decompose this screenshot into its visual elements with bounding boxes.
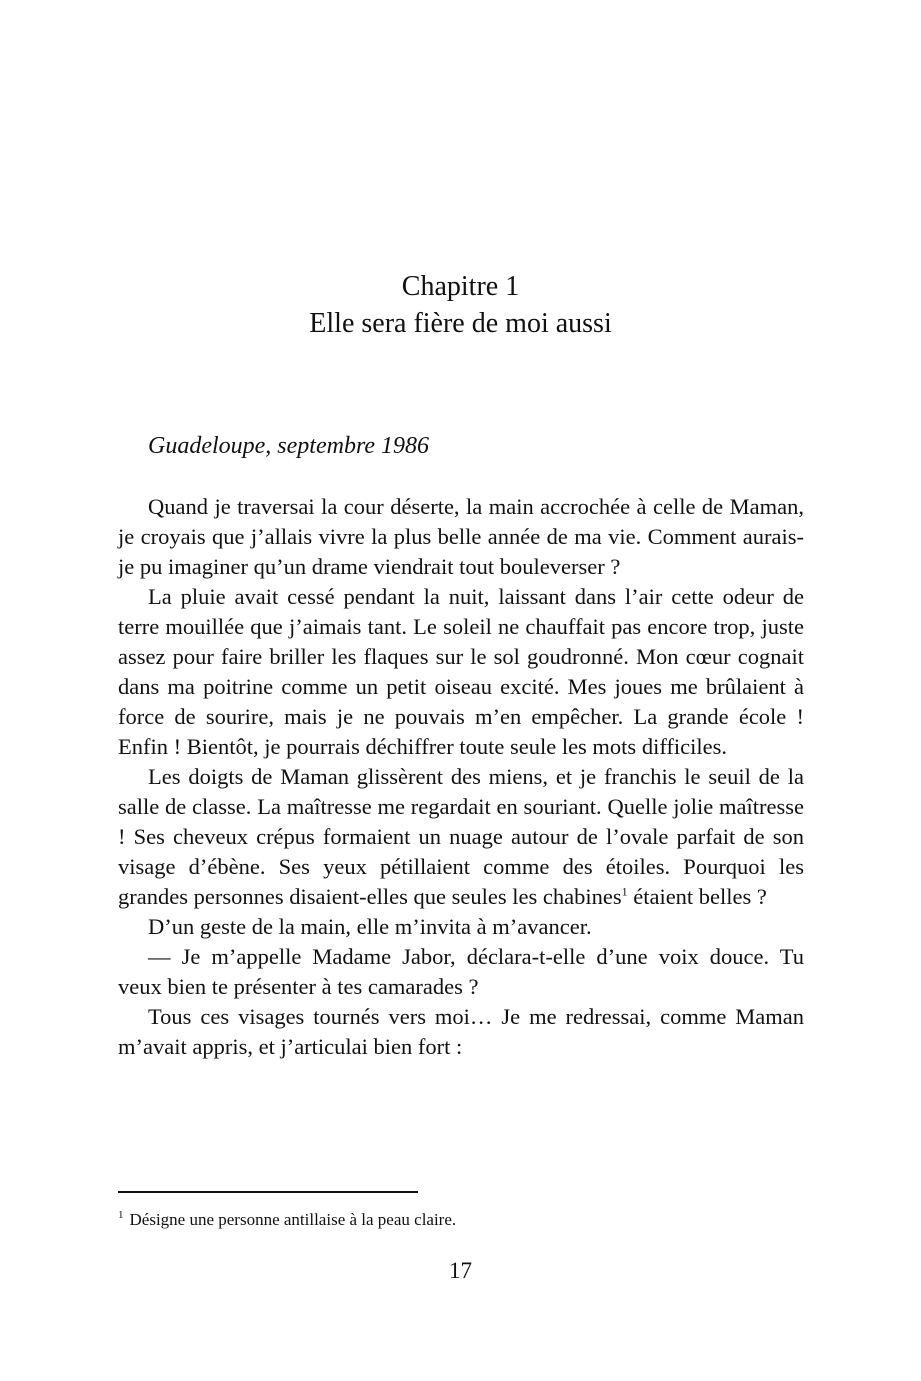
paragraph: Quand je traversai la cour déserte, la main accrochée à celle de Maman, je croyais que j’allais vivre la plus belle année de ma vie. Comment aurais-je pu imaginer qu’un drame viendrait tout bouleverser ? xyxy=(118,494,804,579)
footnote xyxy=(118,1208,804,1232)
page-number: 17 xyxy=(449,1258,472,1283)
paragraph-text: étaient belles ? xyxy=(627,884,767,909)
footnote-divider xyxy=(118,1191,418,1193)
paragraph xyxy=(118,762,804,912)
footnote-reference: 1 xyxy=(621,884,628,899)
paragraph: — Je m’appelle Madame Jabor, déclara-t-elle d’une voix douce. Tu veux bien te présenter à tes camarades ? xyxy=(118,944,804,999)
body-text xyxy=(118,492,804,1062)
chapter-number: Chapitre 1 xyxy=(401,271,520,302)
footnote-marker: 1 xyxy=(118,1209,124,1222)
footnote-text: Désigne une personne antillaise à la peau claire. xyxy=(129,1210,457,1229)
paragraph-text: Les doigts de Maman glissèrent des miens, et je franchis le seuil de la salle de classe. La maîtresse me regardait en souriant. Quelle jolie maîtresse ! Ses cheveux crépus formaient un nuage autour de l’ovale parfait de son visage d’ébène. Ses yeux pétillaient comme des étoiles. Pourquoi les grandes personnes disaient-elles que seules les chabines xyxy=(118,764,804,909)
chapter-title: Elle sera fière de moi aussi xyxy=(309,308,612,339)
paragraph: La pluie avait cessé pendant la nuit, laissant dans l’air cette odeur de terre mouillée que j’aimais tant. Le soleil ne chauffait pas encore trop, juste assez pour faire briller les flaques sur le sol goudronné. Mon cœur cognait dans ma poitrine comme un petit oiseau excité. Mes joues me brûlaient à force de sourire, mais je ne pouvais m’en empêcher. La grande école ! Enfin ! Bientôt, je pourrais déchiffrer toute seule les mots difficiles. xyxy=(118,584,804,759)
paragraph: Tous ces visages tournés vers moi… Je me redressai, comme Maman m’avait appris, et j’articulai bien fort : xyxy=(118,1004,804,1059)
paragraph: D’un geste de la main, elle m’invita à m’avancer. xyxy=(148,914,592,939)
place-date-heading: Guadeloupe, septembre 1986 xyxy=(148,433,430,459)
chapter-heading xyxy=(0,268,921,342)
